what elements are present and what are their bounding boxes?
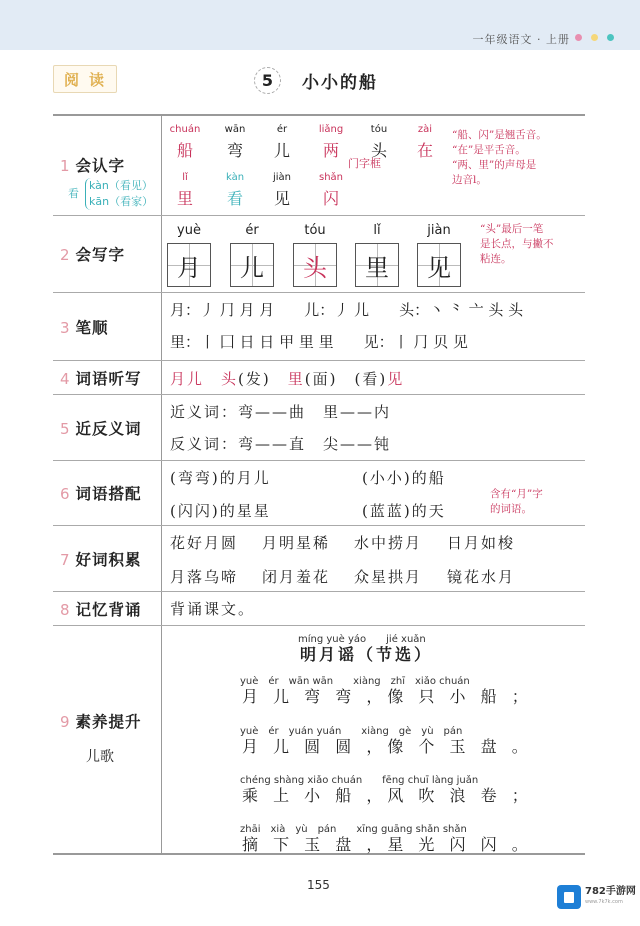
row-stroke-order xyxy=(53,293,585,361)
writing-grid-box: 月 xyxy=(167,243,211,287)
teal-dot-icon xyxy=(607,34,614,41)
radical-note: 门字框 xyxy=(348,157,381,170)
writing-grid-box: 里 xyxy=(355,243,399,287)
phrase-item: (闪闪)的星星 xyxy=(170,502,271,520)
stroke-order-line: 里：丨 ⼞ 日 日 甲 里 里 见：丨 ⺆ 贝 见 xyxy=(170,333,468,351)
writing-grid-box: 儿 xyxy=(230,243,274,287)
row-enrichment xyxy=(53,626,585,855)
row-head: 3 笔顺 xyxy=(53,293,162,360)
char-item: chuán 船 xyxy=(169,124,201,160)
section-tag: 阅读 xyxy=(53,65,117,93)
idiom-item: 月明星稀 xyxy=(262,534,331,552)
poem-line-pinyin: yuè ér yuán yuán xiàng gè yù pán xyxy=(240,726,463,737)
row-word-matching xyxy=(53,461,585,526)
row-dictation xyxy=(53,361,585,395)
row-head: 1 会认字 看 kàn（看见） kān（看家） xyxy=(53,116,162,215)
poem-title: 明月谣（节选） xyxy=(300,645,434,664)
dictation-words: 月儿 头(发) 里(面) (看)见 xyxy=(170,370,405,388)
idiom-item: 月落乌啼 xyxy=(170,568,239,586)
poem-line-pinyin: chéng shàng xiǎo chuán fēng chuī làng juǎn xyxy=(240,775,479,786)
idiom-item: 镜花水月 xyxy=(447,568,516,586)
char-item: jiàn 见 xyxy=(272,172,292,208)
lesson-title: 小小的船 xyxy=(302,73,378,93)
char-item: tóu 头 xyxy=(370,124,388,160)
poem-line: 乘 上 小 船 ，风 吹 浪 卷 ； xyxy=(242,786,533,805)
phrase-item: (蓝蓝)的天 xyxy=(362,502,446,520)
row-recite xyxy=(53,592,585,626)
writing-grid-box: 见 xyxy=(417,243,461,287)
row-head: 6 词语搭配 xyxy=(53,461,162,525)
lesson-number-badge: 5 xyxy=(254,67,281,94)
poem-line: 摘 下 玉 盘 ，星 光 闪 闪 。 xyxy=(242,835,533,854)
idiom-item: 闭月羞花 xyxy=(262,568,331,586)
row-recognize-chars xyxy=(53,116,585,216)
antonyms-line: 反义词：弯——直 尖——钝 xyxy=(170,435,392,453)
char-item: wān 弯 xyxy=(224,124,246,160)
row-subtitle: 儿歌 xyxy=(86,749,114,765)
idiom-item: 众星拱月 xyxy=(354,568,423,586)
poem-title-pinyin: míng yuè yáo jié xuǎn xyxy=(298,634,426,645)
kan-polyphone-note: 看 kàn（看见） kān（看家） xyxy=(68,179,154,208)
char-item: shǎn 闪 xyxy=(318,172,343,208)
yellow-dot-icon xyxy=(591,34,598,41)
cube-logo-icon xyxy=(557,885,581,909)
row-head: 4 词语听写 xyxy=(53,361,162,394)
writing-note: “头”最后一笔 是长点，与撇不 粘连。 xyxy=(480,223,554,265)
row-write-chars: 2 会写字 yuè 月 ér 儿 tóu 头 lǐ 里 jiàn 见 “头”最后一笔 是长点，与撇不 粘连。 xyxy=(53,216,585,293)
matching-note: 含有“月”字 的词语。 xyxy=(490,488,543,515)
poem-line: 月 儿 弯 弯 ，像 只 小 船 ； xyxy=(242,687,533,706)
phrase-item: (小小)的船 xyxy=(362,469,446,487)
idiom-item: 水中捞月 xyxy=(354,534,423,552)
char-item: zài 在 xyxy=(416,124,433,160)
row-head: 8 记忆背诵 xyxy=(53,592,162,625)
poem-line-pinyin: yuè ér wān wān xiàng zhī xiǎo chuán xyxy=(240,676,470,687)
char-item: lǐ 里 xyxy=(176,172,193,208)
header-dots xyxy=(575,34,614,41)
char-item: kàn 看 xyxy=(225,172,245,208)
study-table xyxy=(53,114,585,855)
row-head: 7 好词积累 xyxy=(53,526,162,591)
char-item: liǎng 两 xyxy=(318,124,344,160)
stroke-order-line: 月：丿 ⺆ 月 月 儿：丿 儿 头：丶 ⺀ 亠 头 头 xyxy=(170,301,524,319)
row-head: 2 会写字 xyxy=(53,216,162,292)
pronunciation-note: “船、闪”是翘舌音。 “在”是平舌音。 “两、里”的声母是 边音l。 xyxy=(452,129,547,186)
idiom-item: 日月如梭 xyxy=(447,534,516,552)
row-good-words xyxy=(53,526,585,592)
book-title: 一年级语文 · 上册 xyxy=(472,33,570,46)
writing-grid-box: 头 xyxy=(293,243,337,287)
char-item: ér 儿 xyxy=(273,124,290,160)
phrase-item: (弯弯)的月儿 xyxy=(170,469,271,487)
row-synonyms-antonyms xyxy=(53,395,585,461)
row-head: 9 素养提升 儿歌 xyxy=(53,626,162,853)
idiom-item: 花好月圆 xyxy=(170,534,239,552)
poem-line: 月 儿 圆 圆 ，像 个 玉 盘 。 xyxy=(242,737,533,756)
recite-text: 背诵课文。 xyxy=(170,600,256,618)
row-head: 5 近反义词 xyxy=(53,395,162,460)
page-number: 155 xyxy=(307,878,330,892)
watermark: 782手游网 www.7k7k.com xyxy=(557,885,636,909)
synonyms-line: 近义词：弯——曲 里——内 xyxy=(170,403,392,421)
poem-line-pinyin: zhāi xià yù pán xīng guāng shǎn shǎn xyxy=(240,824,467,835)
pink-dot-icon xyxy=(575,34,582,41)
